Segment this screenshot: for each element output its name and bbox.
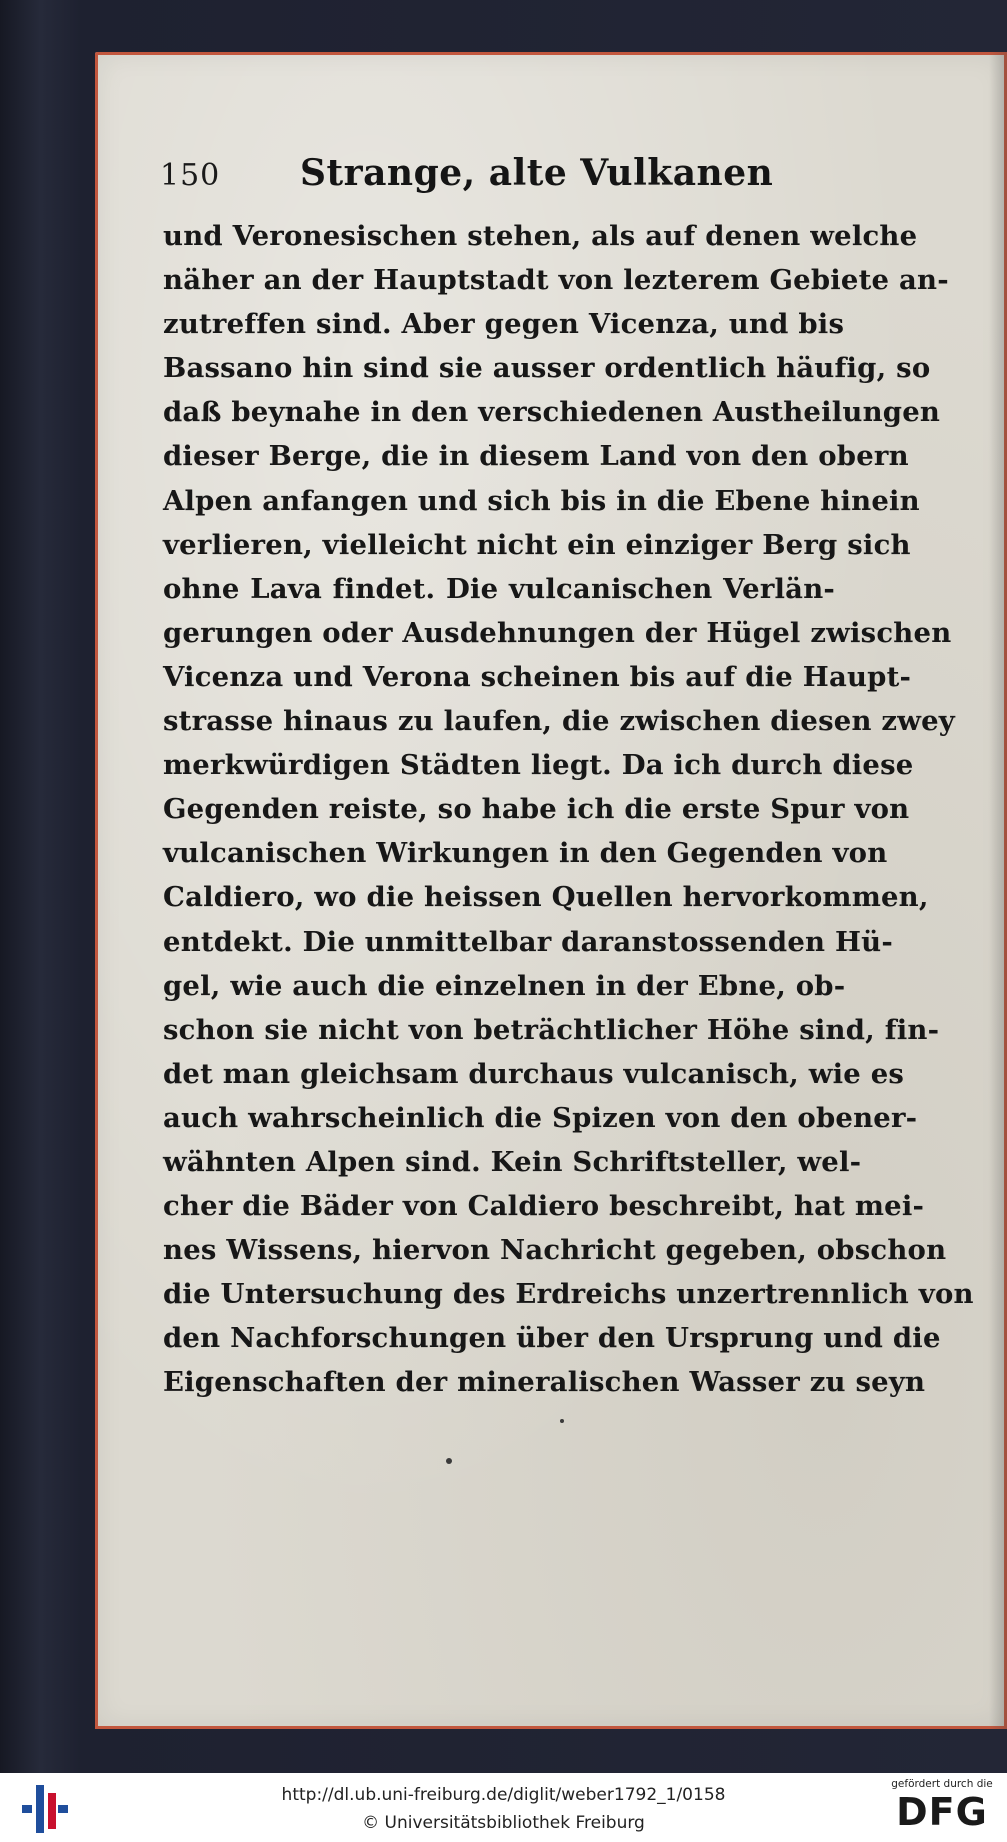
text-line: merkwürdigen Städten liegt. Da ich durch diese — [163, 749, 914, 782]
page-number: 150 — [160, 158, 221, 193]
text-line: und Veronesischen stehen, als auf denen welche — [163, 220, 918, 252]
ink-smudge — [560, 1419, 564, 1423]
page-gutter-shadow — [989, 52, 1007, 1729]
text-line: Alpen anfangen und sich bis in die Ebene hinein — [163, 484, 920, 517]
text-line: nes Wissens, hiervon Nachricht gegeben, obschon — [163, 1234, 947, 1267]
text-line: gel, wie auch die einzelnen in der Ebne, ob- — [163, 969, 846, 1002]
text-line: verlieren, vielleicht nicht ein einziger Berg sich — [163, 528, 911, 561]
text-line: gerungen oder Ausdehnungen der Hügel zwischen — [163, 616, 952, 649]
text-line: Bassano hin sind sie ausser ordentlich häufig, so — [163, 352, 931, 385]
dfg-logo: DFG — [896, 1790, 988, 1834]
text-line: Vicenza und Verona scheinen bis auf die Haupt- — [163, 660, 912, 693]
text-line: det man gleichsam durchaus vulcanisch, wie es — [163, 1057, 905, 1090]
text-line: wähnten Alpen sind. Kein Schriftsteller, wel- — [163, 1145, 862, 1178]
text-line: näher an der Hauptstadt von lezterem Gebiete an- — [163, 264, 949, 297]
text-line: entdekt. Die unmittelbar daranstossenden Hü- — [163, 925, 893, 958]
text-line: cher die Bäder von Caldiero beschreibt, hat mei- — [163, 1190, 925, 1223]
text-line: vulcanischen Wirkungen in den Gegenden von — [163, 837, 888, 870]
dfg-caption: gefördert durch die — [891, 1778, 993, 1790]
text-line: den Nachforschungen über den Ursprung und die — [163, 1322, 941, 1355]
running-head — [160, 152, 800, 202]
text-line: Eigenschaften der mineralischen Wasser zu seyn — [163, 1366, 926, 1399]
footer-bar — [0, 1773, 1007, 1842]
text-line: strasse hinaus zu laufen, die zwischen diesen zwey — [163, 705, 955, 738]
text-line: zutreffen sind. Aber gegen Vicenza, und bis — [163, 308, 845, 341]
text-line: daß beynahe in den verschiedenen Austheilungen — [163, 396, 941, 429]
permalink-url[interactable]: http://dl.ub.uni-freiburg.de/diglit/weber1792_1/0158 — [281, 1785, 726, 1805]
running-head-title: Strange, alte Vulkanen — [300, 152, 774, 194]
copyright-notice: © Universitätsbibliothek Freiburg — [362, 1813, 645, 1833]
text-line: auch wahrscheinlich die Spizen von den obener- — [163, 1101, 918, 1134]
text-line: Gegenden reiste, so habe ich die erste Spur von — [163, 793, 910, 826]
text-line: schon sie nicht von beträchtlicher Höhe sind, fin- — [163, 1013, 940, 1046]
dfg-funding-badge[interactable] — [887, 1777, 997, 1839]
text-line: ohne Lava findet. Die vulcanischen Verlän- — [163, 572, 835, 605]
text-line: Caldiero, wo die heissen Quellen hervorkommen, — [163, 881, 929, 914]
text-line: die Untersuchung des Erdreichs unzertrennlich von — [163, 1278, 974, 1311]
body-text — [163, 214, 974, 1405]
text-line: dieser Berge, die in diesem Land von den obern — [163, 440, 909, 473]
ink-smudge — [446, 1458, 452, 1464]
